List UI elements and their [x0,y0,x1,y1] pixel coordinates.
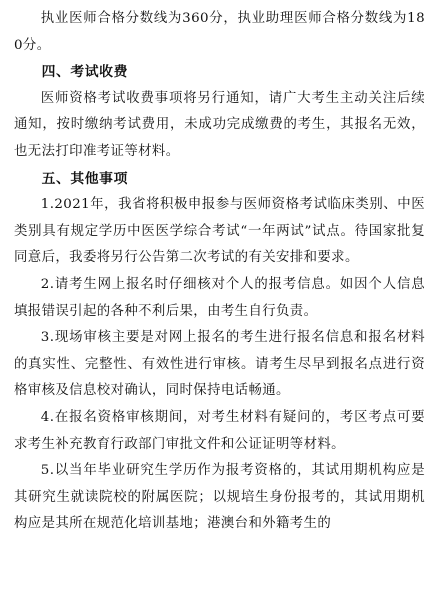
intro-paragraph: 执业医师合格分数线为360分，执业助理医师合格分数线为180分。 [14,11,425,53]
list-item-3: 3.现场审核主要是对网上报名的考生进行报名信息和报名材料的真实性、完整性、有效性进行审核。请考生尽早到报名点进行资格审核及信息校对确认，同时保持电话畅通。 [14,330,425,399]
list-item-5: 5.以当年毕业研究生学历作为报考资格的，其试用期机构应是其研究生就读院校的附属医院；以规培生身份报考的，其试用期机构应是其所在规范化培训基地；港澳台和外籍考生的 [14,463,425,532]
list-item-4: 4.在报名资格审核期间，对考生材料有疑问的，考区考点可要求考生补充教育行政部门审批文件和公证证明等材料。 [14,409,425,452]
section-body-exam-fees: 医师资格考试收费事项将另行通知，请广大考生主动关注后续通知，按时缴纳考试费用，未成功完成缴费的考生，其报名无效，也无法打印准考证等材料。 [14,90,425,159]
section-heading-exam-fees: 四、考试收费 [41,64,128,81]
list-item-1: 1.2021年，我省将积极申报参与医师资格考试临床类别、中医类别具有规定学历中医医学综合考试“一年两试”试点。待国家批复同意后，我委将另行公告第二次考试的有关安排和要求。 [14,197,425,266]
section-heading-other-matters: 五、其他事项 [41,170,128,187]
list-item-2: 2.请考生网上报名时仔细核对个人的报考信息。如因个人信息填报错误引起的各种不利后果，由考生自行负责。 [14,276,425,319]
